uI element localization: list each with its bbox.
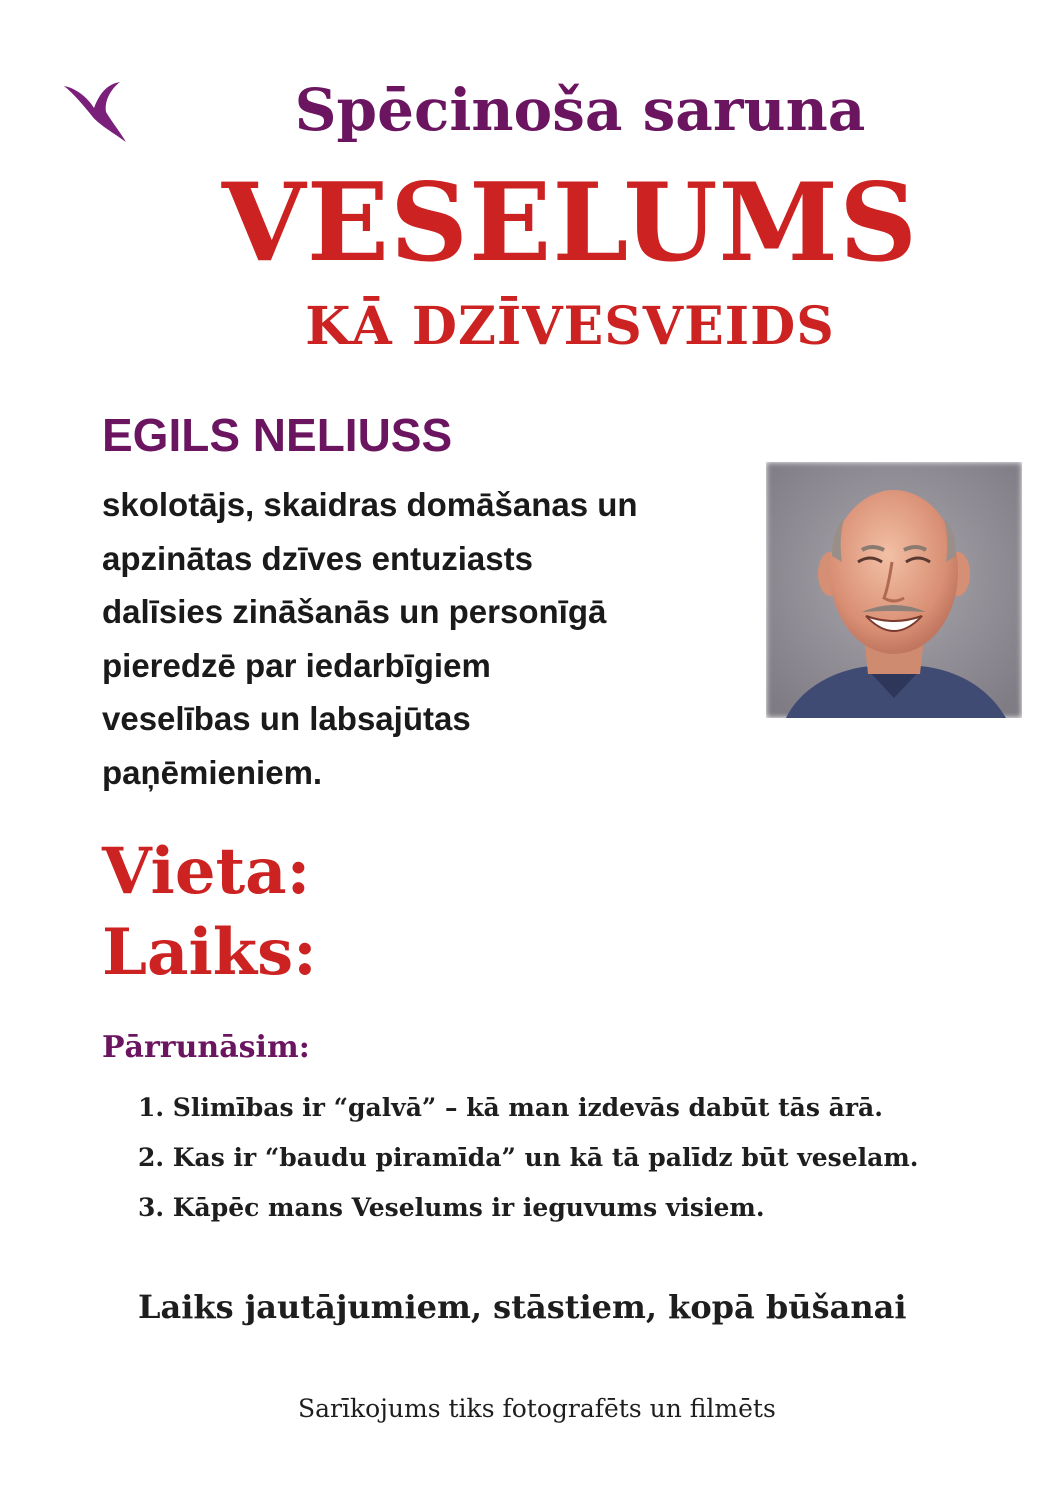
list-item: 2. Kas ir “baudu piramīda” un kā tā palīdz būt veselam. bbox=[138, 1143, 919, 1172]
topics-heading: Pārrunāsim: bbox=[102, 1030, 310, 1065]
event-subtitle: Spēcinoša saruna bbox=[294, 76, 866, 144]
list-item: 3. Kāpēc mans Veselums ir ieguvums visiem. bbox=[138, 1193, 765, 1222]
list-item: 1. Slimības ir “galvā” – kā man izdevās dabūt tās ārā. bbox=[138, 1093, 883, 1122]
event-title: VESELUMS bbox=[221, 160, 919, 286]
bio-line: apzinātas dzīves entuziasts bbox=[102, 539, 533, 577]
footer-note: Sarīkojums tiks fotografēts un filmēts bbox=[298, 1394, 776, 1423]
event-title-sub: KĀ DZĪVESVEIDS bbox=[305, 296, 835, 357]
time-label: Laiks: bbox=[102, 915, 317, 990]
bio-line: pieredzē par iedarbīgiem bbox=[102, 646, 491, 684]
closing-line: Laiks jautājumiem, stāstiem, kopā būšanai bbox=[138, 1288, 907, 1326]
venue-label: Vieta: bbox=[102, 834, 311, 909]
speaker-bio bbox=[102, 478, 752, 799]
topics-list bbox=[138, 1090, 919, 1240]
bio-line: dalīsies zināšanās un personīgā bbox=[102, 593, 607, 630]
bio-line: paņēmieniem. bbox=[102, 753, 323, 791]
bio-line: veselības un labsajūtas bbox=[102, 700, 471, 737]
speaker-photo bbox=[766, 462, 1022, 718]
bio-line: skolotājs, skaidras domāšanas un bbox=[102, 486, 638, 523]
speaker-name: EGILS NELIUSS bbox=[102, 409, 453, 461]
